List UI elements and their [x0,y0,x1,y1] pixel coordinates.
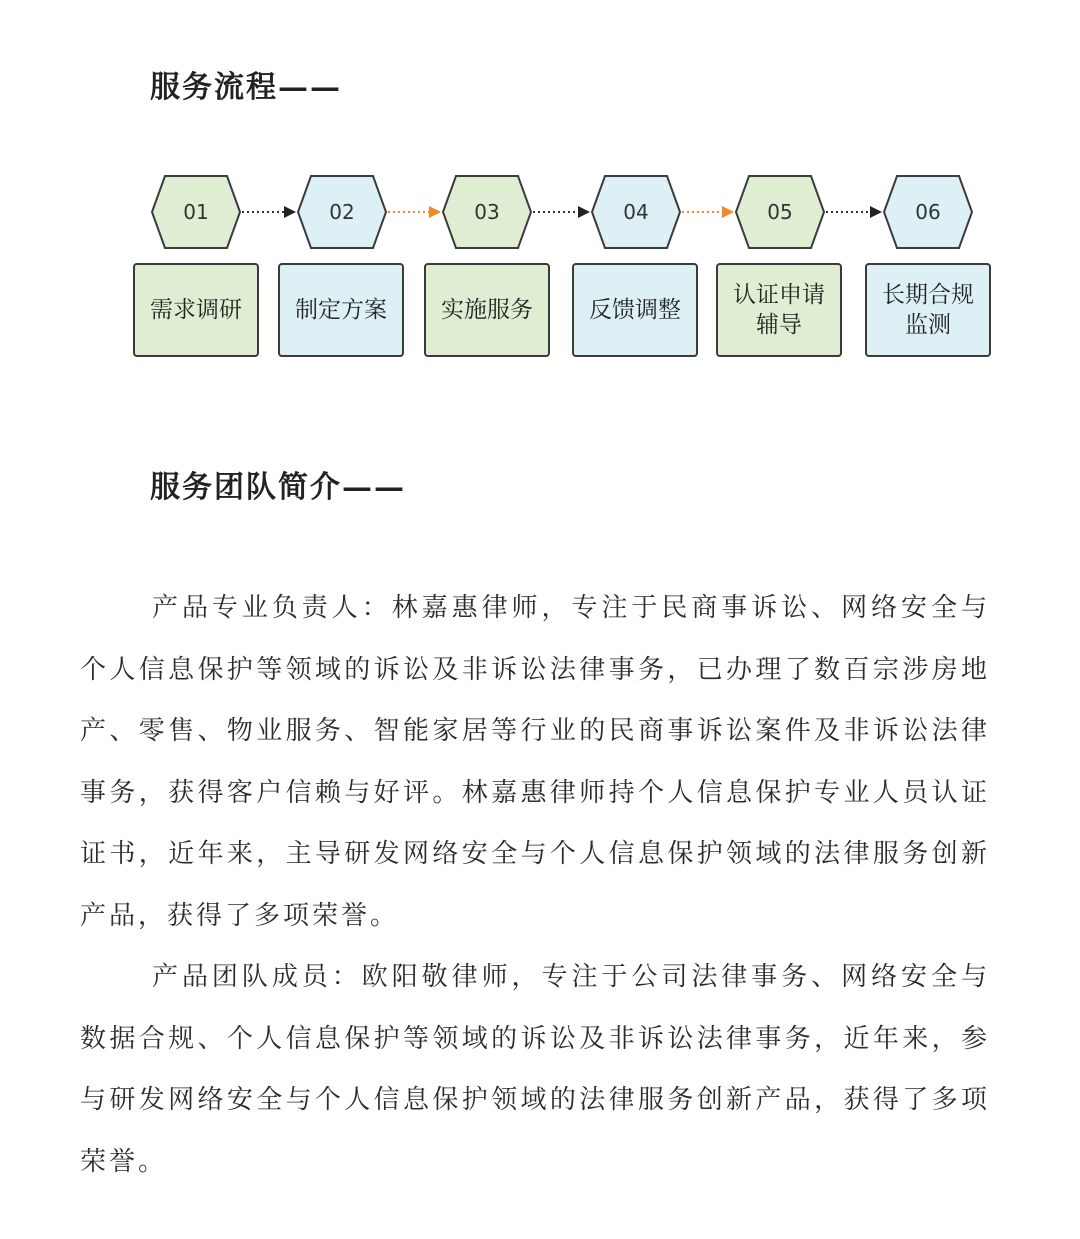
section-heading-service-process: 服务流程—— [150,70,342,105]
step-number-02: 02 [329,200,355,224]
flow-arrow-head [578,206,590,218]
step-number-06: 06 [915,200,941,224]
step-number-03: 03 [474,200,500,224]
step-number-04: 04 [623,200,649,224]
step-label-03: 实施服务 [424,263,550,357]
step-label-06: 长期合规监测 [865,263,991,357]
step-label-05: 认证申请辅导 [716,263,842,357]
step-number-05: 05 [767,200,793,224]
step-number-01: 01 [183,200,209,224]
flow-arrow-head [284,206,296,218]
step-label-02: 制定方案 [278,263,404,357]
flow-arrow-head [870,206,882,218]
step-label-04: 反馈调整 [572,263,698,357]
team-lead-paragraph: 产品专业负责人：林嘉惠律师，专注于民商事诉讼、网络安全与个人信息保护等领域的诉讼及非诉讼法律事务，已办理了数百宗涉房地产、零售、物业服务、智能家居等行业的民商事诉讼案件及非诉讼法律事务，获得客户信赖与好评。林嘉惠律师持个人信息保护专业人员认证证书，近年来，主导研发网络安全与个人信息保护领域的法律服务创新产品，获得了多项荣誉。 [80,593,990,931]
flow-arrow-head [429,206,441,218]
flow-arrow-head [722,206,734,218]
team-member-paragraph: 产品团队成员：欧阳敬律师，专注于公司法律事务、网络安全与数据合规、个人信息保护等领域的诉讼及非诉讼法律事务，近年来，参与研发网络安全与个人信息保护领域的法律服务创新产品，获得了多项荣誉。 [80,962,990,1177]
section-heading-team-intro: 服务团队简介—— [150,470,406,505]
step-label-01: 需求调研 [133,263,259,357]
